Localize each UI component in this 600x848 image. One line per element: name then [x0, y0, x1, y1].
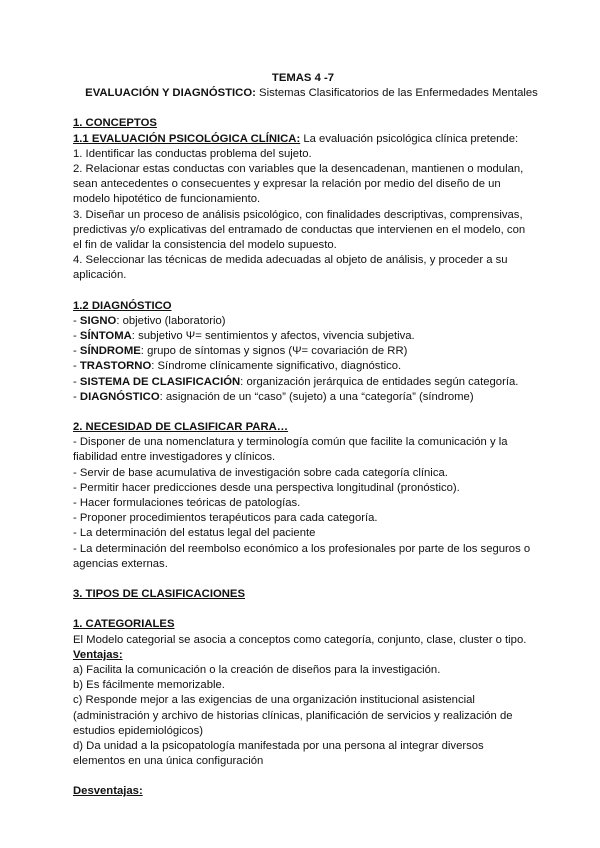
- definition-item: - SISTEMA DE CLASIFICACIÓN: organización jerárquica de entidades según categoría.: [73, 375, 519, 388]
- definition-text: : subjetivo Ψ= sentimientos y afectos, vivencia subjetiva.: [131, 330, 415, 343]
- list-item: 4. Seleccionar las técnicas de medida adecuadas al objeto de análisis, y proceder a su aplicación.: [73, 254, 508, 282]
- definition-text: : grupo de síntomas y signos (Ψ= covariación de RR): [140, 345, 408, 358]
- list-item: - La determinación del reembolso económico a los profesionales por parte de los seguros o agencias externas.: [73, 542, 531, 570]
- section-3-1-intro: El Modelo categorial se asocia a conceptos como categoría, conjunto, clase, cluster o tipo.: [73, 633, 527, 646]
- list-item: - La determinación del estatus legal del paciente: [73, 527, 316, 540]
- list-item: - Disponer de una nomenclatura y terminología común que facilite la comunicación y la fiabilidad entre investigadores y clínicos.: [73, 436, 508, 464]
- definition-item: - SIGNO: objetivo (laboratorio): [73, 314, 226, 327]
- section-3-heading: 3. TIPOS DE CLASIFICACIONES: [73, 588, 245, 601]
- document-page: [73, 71, 538, 800]
- section-1-heading: 1. CONCEPTOS: [73, 117, 157, 130]
- section-1-2-heading: 1.2 DIAGNÓSTICO: [73, 299, 172, 312]
- definition-term: SISTEMA DE CLASIFICACIÓN: [79, 375, 241, 388]
- definition-text: : asignación de un “caso” (sujeto) a una “categoría” (síndrome): [159, 390, 474, 403]
- definition-item: - TRASTORNO: Síndrome clínicamente significativo, diagnóstico.: [73, 360, 402, 373]
- definition-term: SÍNDROME: [79, 345, 141, 358]
- list-item: - Permitir hacer predicciones desde una perspectiva longitudinal (pronóstico).: [73, 481, 460, 494]
- section-1-1-title: 1.1 EVALUACIÓN PSICOLÓGICA CLÍNICA:: [73, 132, 301, 145]
- definition-term: SIGNO: [79, 314, 117, 327]
- definition-text: : Síndrome clínicamente significativo, diagnóstico.: [151, 360, 402, 373]
- subtitle-rest: Sistemas Clasificatorios de las Enfermedades Mentales: [255, 87, 538, 100]
- desventajas-label: Desventajas:: [73, 785, 143, 798]
- section-2-heading: 2. NECESIDAD DE CLASIFICAR PARA…: [73, 421, 289, 434]
- list-item: 3. Diseñar un proceso de análisis psicológico, con finalidades descriptivas, comprensivas, predictivas y/o explicativas del entramado de conductas que intervienen en el modelo, con el fin de validar la consistencia del modelo supuesto.: [73, 208, 526, 252]
- subtitle-bold: EVALUACIÓN Y DIAGNÓSTICO:: [85, 87, 256, 100]
- list-item: b) Es fácilmente memorizable.: [73, 679, 225, 692]
- list-item: - Servir de base acumulativa de investigación sobre cada categoría clínica.: [73, 466, 448, 479]
- definition-item: - SÍNTOMA: subjetivo Ψ= sentimientos y afectos, vivencia subjetiva.: [73, 330, 415, 343]
- definition-text: : objetivo (laboratorio): [116, 314, 226, 327]
- definition-item: - SÍNDROME: grupo de síntomas y signos (Ψ= covariación de RR): [73, 345, 408, 358]
- document-title: TEMAS 4 -7: [271, 72, 335, 84]
- definition-term: DIAGNÓSTICO: [79, 390, 160, 403]
- list-item: d) Da unidad a la psicopatología manifestada por una persona al integrar diversos elementos en una única configuración: [73, 739, 484, 768]
- definition-text: : organización jerárquica de entidades según categoría.: [240, 375, 519, 388]
- list-item: 2. Relacionar estas conductas con variables que la desencadenan, mantienen o modulan, sean antecedentes o consecuentes y expresar la relación por medio del diseño de un modelo hipotético de funcionamiento.: [73, 163, 524, 206]
- list-item: 1. Identificar las conductas problema del sujeto.: [73, 147, 312, 160]
- section-1-1-heading: [73, 132, 533, 147]
- ventajas-label: Ventajas:: [73, 648, 123, 661]
- definition-term: TRASTORNO: [79, 360, 152, 373]
- section-1-1-intro: La evaluación psicológica clínica pretende:: [300, 132, 519, 145]
- list-item: - Hacer formulaciones teóricas de patologías.: [73, 497, 301, 510]
- document-subtitle: [70, 86, 553, 101]
- section-3-1-heading: 1. CATEGORIALES: [73, 618, 175, 631]
- list-item: a) Facilita la comunicación o la creación de diseños para la investigación.: [73, 663, 441, 676]
- definition-item: - DIAGNÓSTICO: asignación de un “caso” (sujeto) a una “categoría” (síndrome): [73, 390, 474, 403]
- list-item: c) Responde mejor a las exigencias de una organización institucional asistencial (administración y archivo de historias clínicas, planificación de servicios y realización de estudios epidemiológicos): [73, 694, 513, 737]
- definition-term: SÍNTOMA: [79, 330, 132, 343]
- list-item: - Proponer procedimientos terapéuticos para cada categoría.: [73, 512, 378, 525]
